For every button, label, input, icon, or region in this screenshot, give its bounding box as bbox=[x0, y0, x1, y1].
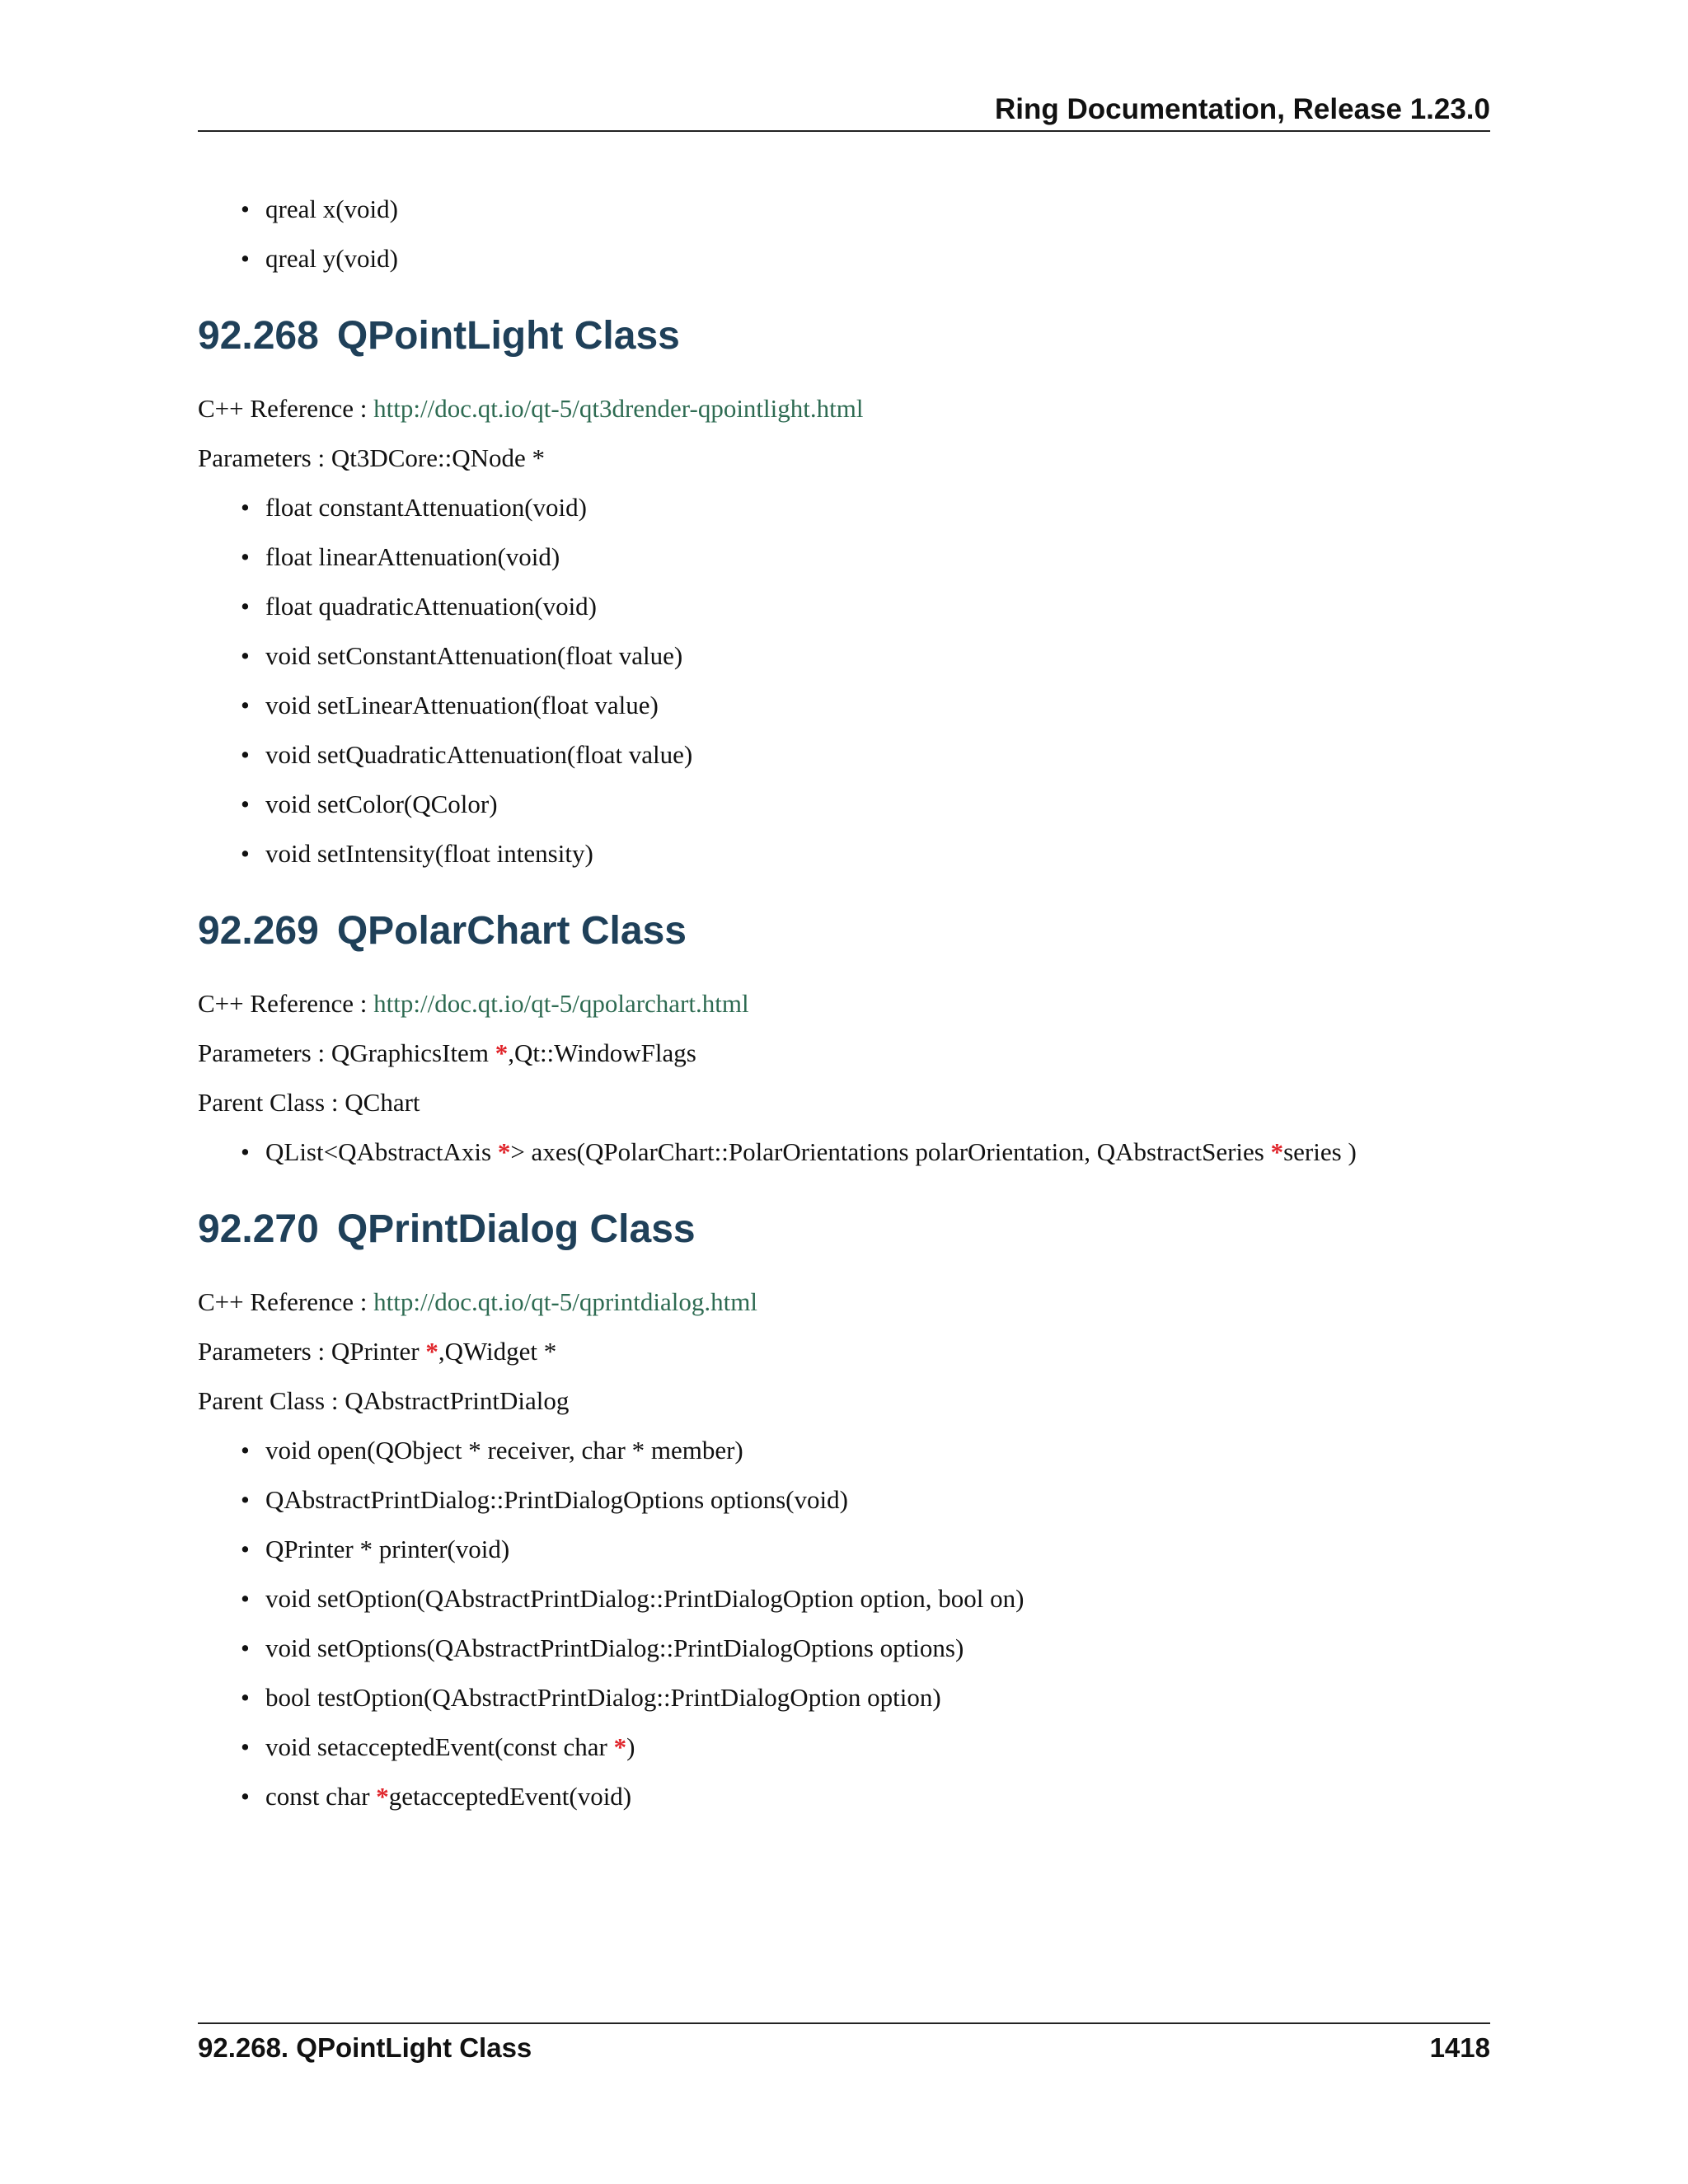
parent-class bbox=[198, 1088, 1490, 1118]
parent-class bbox=[198, 1386, 1490, 1416]
method-item bbox=[265, 1732, 1490, 1762]
reference-link[interactable]: http://doc.qt.io/qt-5/qt3drender-qpointlight.html bbox=[373, 394, 864, 423]
reference-label: C++ Reference : bbox=[198, 989, 368, 1018]
parent-value: QChart bbox=[345, 1088, 420, 1117]
pointer-star: * bbox=[425, 1337, 438, 1366]
intro-method-list bbox=[198, 194, 1490, 274]
method-text: QList<QAbstractAxis bbox=[265, 1137, 498, 1166]
method-item: • void setQuadraticAttenuation(float value) bbox=[265, 740, 1490, 770]
section-title: QPointLight Class bbox=[336, 314, 680, 358]
reference-link[interactable]: http://doc.qt.io/qt-5/qprintdialog.html bbox=[373, 1287, 757, 1316]
section-heading bbox=[198, 1205, 1490, 1254]
method-item: • void setOptions(QAbstractPrintDialog::PrintDialogOptions options) bbox=[265, 1633, 1490, 1663]
method-item: • qreal y(void) bbox=[265, 244, 1490, 274]
cpp-reference bbox=[198, 394, 1490, 424]
parameters-text: ,QWidget * bbox=[438, 1337, 557, 1366]
method-item: • float quadraticAttenuation(void) bbox=[265, 592, 1490, 621]
method-text: const char bbox=[265, 1782, 377, 1811]
section-title: QPolarChart Class bbox=[336, 909, 687, 953]
parameters-text: QGraphicsItem bbox=[331, 1038, 495, 1067]
section-qprintdialog bbox=[198, 1205, 1490, 1811]
parameters-value bbox=[331, 1038, 696, 1067]
method-list bbox=[198, 493, 1490, 869]
reference-link[interactable]: http://doc.qt.io/qt-5/qpolarchart.html bbox=[373, 989, 749, 1018]
method-text: void setacceptedEvent(const char bbox=[265, 1732, 614, 1761]
parent-value: QAbstractPrintDialog bbox=[345, 1386, 570, 1415]
method-item: • float constantAttenuation(void) bbox=[265, 493, 1490, 523]
parameters-value bbox=[331, 1337, 556, 1366]
parameters bbox=[198, 443, 1490, 473]
method-item: • void setConstantAttenuation(float value) bbox=[265, 641, 1490, 671]
pointer-star: * bbox=[1270, 1137, 1284, 1166]
pointer-star: * bbox=[495, 1038, 509, 1067]
method-item: • void setLinearAttenuation(float value) bbox=[265, 691, 1490, 720]
method-text: > axes(QPolarChart::PolarOrientations polarOrientation, QAbstractSeries bbox=[510, 1137, 1271, 1166]
section-number: 92.269 bbox=[198, 909, 319, 953]
reference-label: C++ Reference : bbox=[198, 394, 368, 423]
method-item: • void setOption(QAbstractPrintDialog::PrintDialogOption option, bool on) bbox=[265, 1584, 1490, 1614]
footer-section: 92.268. QPointLight Class bbox=[198, 2032, 532, 2063]
running-header bbox=[198, 89, 1490, 132]
parameters-text: ,Qt::WindowFlags bbox=[508, 1038, 696, 1067]
pointer-star: * bbox=[376, 1782, 389, 1811]
method-item bbox=[265, 1782, 1490, 1811]
section-title: QPrintDialog Class bbox=[336, 1207, 696, 1251]
section-heading bbox=[198, 312, 1490, 361]
cpp-reference bbox=[198, 1287, 1490, 1317]
parameters-label: Parameters : bbox=[198, 1337, 326, 1366]
method-list bbox=[198, 1436, 1490, 1811]
parameters-label: Parameters : bbox=[198, 443, 326, 472]
header-title: Ring Documentation, Release 1.23.0 bbox=[994, 93, 1490, 125]
parent-label: Parent Class : bbox=[198, 1386, 339, 1415]
method-item: • float linearAttenuation(void) bbox=[265, 542, 1490, 572]
method-text: ) bbox=[626, 1732, 635, 1761]
method-item: • void setColor(QColor) bbox=[265, 790, 1490, 819]
method-list bbox=[198, 1137, 1490, 1167]
running-footer bbox=[198, 2022, 1490, 2067]
document-page bbox=[198, 0, 1490, 2184]
parameters bbox=[198, 1337, 1490, 1366]
reference-label: C++ Reference : bbox=[198, 1287, 368, 1316]
section-qpointlight bbox=[198, 312, 1490, 869]
section-number: 92.270 bbox=[198, 1207, 319, 1251]
parent-label: Parent Class : bbox=[198, 1088, 339, 1117]
method-text: getacceptedEvent(void) bbox=[388, 1782, 632, 1811]
method-item: • void open(QObject * receiver, char * member) bbox=[265, 1436, 1490, 1465]
page-content bbox=[198, 194, 1490, 1831]
method-item: • QAbstractPrintDialog::PrintDialogOptions options(void) bbox=[265, 1485, 1490, 1515]
section-number: 92.268 bbox=[198, 314, 319, 358]
method-item: • QPrinter * printer(void) bbox=[265, 1535, 1490, 1564]
parameters-text: QPrinter bbox=[331, 1337, 426, 1366]
method-item: • qreal x(void) bbox=[265, 194, 1490, 224]
section-qpolarchart bbox=[198, 907, 1490, 1167]
section-heading bbox=[198, 907, 1490, 956]
method-item bbox=[265, 1137, 1490, 1167]
method-item: • bool testOption(QAbstractPrintDialog::PrintDialogOption option) bbox=[265, 1683, 1490, 1713]
parameters-label: Parameters : bbox=[198, 1038, 326, 1067]
page-number: 1418 bbox=[1429, 2032, 1490, 2063]
pointer-star: * bbox=[497, 1137, 511, 1166]
parameters bbox=[198, 1038, 1490, 1068]
pointer-star: * bbox=[613, 1732, 627, 1761]
parameters-value: Qt3DCore::QNode * bbox=[331, 443, 545, 472]
method-item: • void setIntensity(float intensity) bbox=[265, 839, 1490, 869]
cpp-reference bbox=[198, 989, 1490, 1019]
method-text: series ) bbox=[1283, 1137, 1357, 1166]
